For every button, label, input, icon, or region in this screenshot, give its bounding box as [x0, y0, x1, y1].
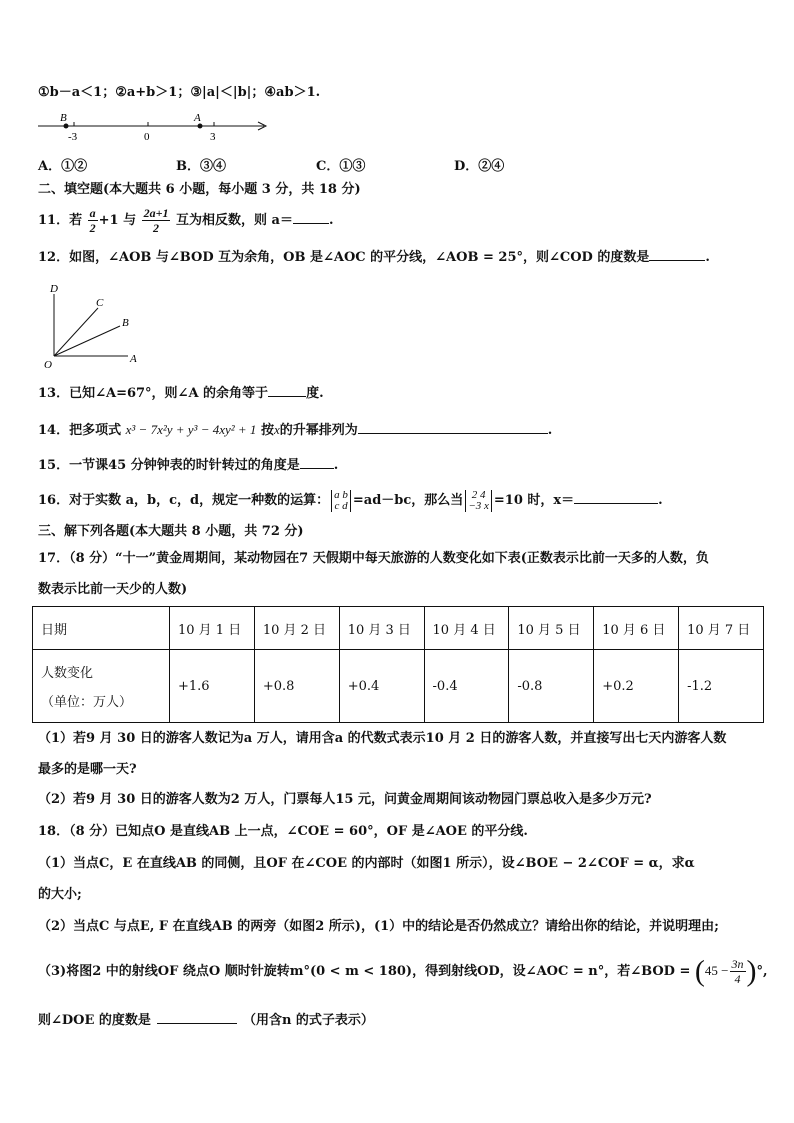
tick-label-3: 3 — [210, 131, 216, 143]
q16-prefix: 16．对于实数 a，b，c，d，规定一种数的运算： — [38, 493, 330, 508]
q18-part1-line1: （1）当点C，E 在直线AB 的同侧，且OF 在∠COE 的内部时（如图1 所示），设∠BOE − 2∠COF = α，求α — [38, 856, 695, 871]
q16-determinant-def — [331, 490, 351, 512]
q18-part3-deg: °, — [756, 964, 768, 979]
table-header-cell: 10 月 4 日 — [424, 607, 509, 650]
q18-part3-prefix: （3)将图2 中的射线OF 绕点O 顺时针旋转m°(0 < m < 180)，得到射线OD，设∠AOC = n°，若∠BOD = — [38, 964, 691, 979]
q12 — [38, 249, 710, 267]
q18-part2: （2）当点C 与点E, F 在直线AB 的两旁（如图2 所示)，(1）中的结论是否仍然成立？请给出你的结论，并说明理由; — [38, 919, 719, 934]
q11-prefix: 11．若 — [38, 213, 83, 228]
q16-det1-top: a b — [334, 488, 348, 501]
q11-suffix: 互为相反数，则 a＝ — [176, 213, 293, 228]
row-label-line1: 人数变化 — [41, 666, 94, 681]
table-cell: +0.8 — [254, 650, 339, 723]
table-header-cell: 10 月 7 日 — [679, 607, 764, 650]
q15-text: 15．一节课45 分钟钟表的时针转过的角度是 — [38, 458, 300, 473]
tick-label-minus3: -3 — [68, 131, 78, 143]
table-row — [33, 650, 764, 723]
q16-det2-bot: −3 x — [468, 499, 489, 512]
q16-answer-blank — [574, 503, 658, 504]
paren-open: ( — [694, 954, 705, 988]
q16-suffix: =10 时，x＝ — [493, 493, 575, 508]
table-header-row — [33, 607, 764, 650]
q17-part1-line1: （1）若9 月 30 日的游客人数记为a 万人，请用含a 的代数式表示10 月 2 日的游客人数，并直接写出七天内游客人数 — [38, 731, 727, 746]
fig-label-d: D — [50, 283, 58, 295]
q10-statements: ①b－a＜1；②a+b＞1；③|a|＜|b|；④ab＞1. — [38, 85, 321, 100]
q17-part1-line2: 最多的是哪一天? — [38, 762, 137, 777]
q18-part3-fraction — [730, 957, 746, 986]
q15: 15．一节课45 分钟钟表的时针转过的角度是 . — [38, 458, 339, 473]
paren-close: ) — [746, 954, 757, 988]
q12-text: 12．如图，∠AOB 与∠BOD 互为余角，OB 是∠AOC 的平分线，∠AOB = 25°，则∠COD 的度数是 — [38, 250, 650, 265]
q18-last-prefix: 则∠DOE 的度数是 — [38, 1013, 151, 1028]
fig-label-o: O — [44, 359, 52, 371]
q10-option-d: D．②④ — [454, 159, 505, 174]
number-line-figure — [36, 110, 272, 144]
q16-det2-top: 2 4 — [471, 488, 486, 501]
table-cell: +1.6 — [170, 650, 255, 723]
table-header-cell: 日期 — [33, 607, 170, 650]
q14-answer-blank — [358, 433, 548, 434]
section3-title: 三、解下列各题(本大题共 8 小题，共 72 分) — [38, 524, 304, 539]
fig-label-b: B — [122, 317, 129, 329]
q14-expression: x³ − 7x²y + y³ − 4xy² + 1 — [125, 422, 257, 437]
fig-label-c: C — [96, 297, 104, 309]
q16-determinant — [465, 490, 492, 512]
q16-mid: =ad－bc，那么当 — [352, 493, 464, 508]
q18-part1-line2: 的大小; — [38, 887, 82, 902]
table-cell: -0.4 — [424, 650, 509, 723]
angle-figure — [42, 280, 152, 372]
table-header-cell: 10 月 6 日 — [594, 607, 679, 650]
q13-answer-blank — [268, 396, 306, 397]
q11-frac1-num: a — [89, 206, 96, 220]
q11-fraction-1 — [88, 206, 98, 235]
q13-text: 13．已知∠A=67°，则∠A 的余角等于 — [38, 386, 269, 401]
point-a-label: A — [194, 112, 201, 124]
table-cell: +0.4 — [339, 650, 424, 723]
q14-mid: 按 — [260, 423, 274, 438]
table-header-cell: 10 月 2 日 — [254, 607, 339, 650]
tick-label-0: 0 — [144, 131, 150, 143]
table-cell: -0.8 — [509, 650, 594, 723]
q12-answer-blank — [649, 260, 705, 261]
q17-line2: 数表示比前一天少的人数) — [38, 582, 188, 597]
q16-det1-bot: c d — [334, 499, 348, 512]
table-row-label — [33, 650, 170, 723]
q14-suffix: 的升幂排列为 — [279, 423, 358, 438]
q12-end: . — [705, 250, 710, 265]
q14-prefix: 14．把多项式 — [38, 423, 122, 438]
q13 — [38, 385, 324, 403]
q17-part2: （2）若9 月 30 日的游客人数为2 万人，门票每人15 元，问黄金周期间该动物园门票总收入是多少万元? — [38, 792, 652, 807]
q18-line1: 18．（8 分）已知点O 是直线AB 上一点，∠COE = 60°，OF 是∠AOE 的平分线. — [38, 824, 528, 839]
q11-frac1-den: 2 — [89, 221, 96, 235]
q11-fraction-2 — [142, 206, 171, 235]
table-cell: +0.2 — [594, 650, 679, 723]
table-header-cell: 10 月 5 日 — [509, 607, 594, 650]
q11-frac2-den: 2 — [153, 221, 160, 235]
q18-last — [38, 1012, 374, 1030]
section2-title: 二、填空题(本大题共 6 小题，每小题 3 分，共 18 分) — [38, 182, 361, 197]
q16: 16．对于实数 a，b，c，d，规定一种数的运算： a b c d =ad－bc，那么当 2 4 −3 x =10 时，x＝ . — [38, 488, 663, 512]
q15-answer-blank — [300, 468, 334, 469]
q14-var: x — [273, 422, 280, 437]
fig-label-a: A — [130, 353, 137, 365]
q11-plus: +1 与 — [98, 213, 137, 228]
table-cell: -1.2 — [679, 650, 764, 723]
q18-last-suffix: （用含n 的式子表示） — [242, 1013, 374, 1028]
q11: 11．若 $\frac{a}{2}$ +1 与 $\frac{2a+1}{2}$ 互为相反数，则 a＝ . — [38, 206, 334, 235]
q13-suffix: 度. — [306, 386, 324, 401]
q18-answer-blank — [157, 1023, 237, 1024]
visitor-change-table — [32, 606, 764, 723]
point-a-marker — [198, 124, 203, 129]
q11-frac2-num: 2a+1 — [143, 206, 169, 220]
q18-part3-expr: 45 − — [704, 963, 729, 978]
table-header-cell: 10 月 1 日 — [170, 607, 255, 650]
q18-frac-den: 4 — [734, 972, 741, 986]
point-b-marker — [64, 124, 69, 129]
q17-line1: 17．（8 分）“十一”黄金周期间，某动物园在7 天假期中每天旅游的人数变化如下表(正数表示比前一天多的人数，负 — [38, 551, 709, 566]
q10-option-b: B．③④ — [176, 159, 226, 174]
q18-frac-num: 3n — [731, 957, 744, 971]
q18-part3 — [38, 950, 768, 993]
table-header-cell: 10 月 3 日 — [339, 607, 424, 650]
q10-option-c: C．①③ — [316, 159, 366, 174]
q11-answer-blank — [293, 223, 329, 224]
q14: 14．把多项式 x³ − 7x²y + y³ − 4xy² + 1 按x的升幂排列为 . — [38, 422, 553, 438]
row-label-line2: （单位：万人） — [41, 695, 133, 710]
point-b-label: B — [60, 112, 67, 124]
q10-option-a: A．①② — [38, 159, 88, 174]
